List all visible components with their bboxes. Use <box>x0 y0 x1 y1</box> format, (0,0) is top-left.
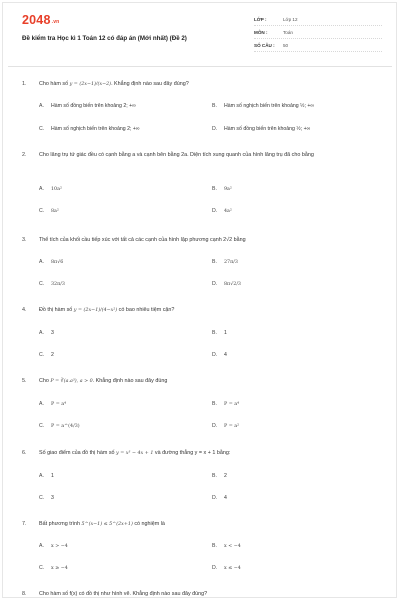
option-text: 32π/3 <box>51 282 65 287</box>
question-math: 5^(x−1) ≤ 5^(2x+1) <box>81 522 133 527</box>
option-letter: A. <box>39 473 44 479</box>
question-text-post: . Khẳng định nào sau đây đúng <box>92 378 168 384</box>
option-text: 3 <box>51 495 54 501</box>
option-letter: C. <box>39 208 45 214</box>
option-text: x ≥ −4 <box>51 566 68 571</box>
option-letter: D. <box>212 126 218 132</box>
question-number: 5. <box>22 378 27 384</box>
question-number: 7. <box>22 521 27 527</box>
option-letter: A. <box>39 543 44 549</box>
option-text: 8a² <box>51 209 59 214</box>
option-text: P = a^(4/3) <box>51 424 80 429</box>
logo-text: 2048 <box>22 13 51 27</box>
option-letter: C. <box>39 126 45 132</box>
option-letter: B. <box>212 259 217 265</box>
option-letter: A. <box>39 259 44 265</box>
question-8-stem <box>22 590 367 599</box>
option-text: 8π√6 <box>51 260 64 265</box>
question-number: 6. <box>22 450 27 456</box>
question-text <box>39 449 367 459</box>
question-text-post: có nghiệm là <box>132 521 165 527</box>
question-text: Thể tích của khối cầu tiếp xúc với tất cả các cạnh của hình lập phương cạnh 2√2 bằng <box>39 237 246 243</box>
question-3-stem <box>22 236 367 245</box>
question-6-option-a[interactable] <box>39 473 54 479</box>
option-text: 1 <box>51 473 54 479</box>
option-text: 4a² <box>224 209 232 214</box>
question-3-option-c[interactable] <box>39 281 65 287</box>
question-text-post: . Khẳng định nào sau đây đúng? <box>111 81 189 87</box>
question-text <box>39 520 367 530</box>
option-letter: A. <box>39 186 44 192</box>
option-text: 2 <box>51 352 54 358</box>
question-text-post: và đường thẳng y = x + 1 bằng: <box>153 450 231 456</box>
question-text: Cho lăng trụ tứ giác đều có cạnh bằng a và cạnh bên bằng 2a. Diện tích xung quanh của hình lăng trụ đã cho bằng <box>39 152 314 158</box>
question-text-pre: Đồ thị hàm số <box>39 307 74 313</box>
question-text <box>39 377 367 387</box>
question-6-option-c[interactable] <box>39 495 54 501</box>
question-5-option-c[interactable] <box>39 423 80 429</box>
question-6-option-d[interactable] <box>212 495 227 501</box>
meta-class-value: Lớp 12 <box>283 17 298 22</box>
option-text: Hàm số nghịch biến trên khoảng ½; +∞ <box>224 103 315 109</box>
question-2-option-b[interactable] <box>212 186 232 192</box>
option-letter: B. <box>212 186 217 192</box>
option-text: Hàm số đồng biến trên khoảng 2; +∞ <box>51 103 136 109</box>
question-7-option-b[interactable] <box>212 543 241 549</box>
option-letter: B. <box>212 473 217 479</box>
question-number: 3. <box>22 237 27 243</box>
option-letter: D. <box>212 565 218 571</box>
option-letter: A. <box>39 103 44 109</box>
question-3-option-d[interactable] <box>212 281 241 287</box>
option-text: 10a² <box>51 187 62 192</box>
option-text: 1 <box>224 330 227 336</box>
question-text: Cho hàm số f(x) có đồ thị như hình vẽ. Khẳng định nào sau đây đúng? <box>39 591 208 597</box>
question-7-option-c[interactable] <box>39 565 68 571</box>
option-text: x < −4 <box>224 544 241 549</box>
question-5-stem <box>22 377 367 387</box>
question-1-stem <box>22 80 367 90</box>
question-number: 8. <box>22 591 27 597</box>
option-text: 8π√2/3 <box>224 282 241 287</box>
question-math: y = (2x−1)/(x−2) <box>69 82 112 87</box>
question-5-option-b[interactable] <box>212 401 239 407</box>
question-text-pre: Cho <box>39 378 51 384</box>
option-letter: B. <box>212 543 217 549</box>
question-4-option-a[interactable] <box>39 330 54 336</box>
question-2-option-d[interactable] <box>212 208 232 214</box>
question-5-option-a[interactable] <box>39 401 66 407</box>
question-text-pre: Bất phương trình <box>39 521 82 527</box>
question-4-stem <box>22 306 367 316</box>
question-7-stem <box>22 520 367 530</box>
question-math: y = (2x−1)/(4−x²) <box>73 308 118 313</box>
question-7-option-a[interactable] <box>39 543 68 549</box>
meta-count-value: 50 <box>283 43 289 48</box>
question-2-option-a[interactable] <box>39 186 62 192</box>
question-text-pre: Số giao điểm của đồ thị hàm số <box>39 450 117 456</box>
option-text: 9a² <box>224 187 232 192</box>
question-3-option-a[interactable] <box>39 259 63 265</box>
option-text: 4 <box>224 352 227 358</box>
option-letter: D. <box>212 495 218 501</box>
option-text: 4 <box>224 495 227 501</box>
question-text <box>39 306 367 316</box>
option-text: P = a² <box>224 424 240 429</box>
option-letter: C. <box>39 423 45 429</box>
meta-class-label: LỚP : <box>254 17 267 22</box>
question-math: y = x³ − 4x + 1 <box>116 451 154 456</box>
question-6-stem <box>22 449 367 459</box>
option-letter: C. <box>39 281 45 287</box>
option-letter: A. <box>39 401 44 407</box>
option-text: 27π/3 <box>224 260 238 265</box>
option-letter: C. <box>39 352 45 358</box>
option-letter: C. <box>39 495 45 501</box>
question-text-pre: Cho hàm số <box>39 81 70 87</box>
option-letter: B. <box>212 401 217 407</box>
meta-subject-label: MÔN : <box>254 30 268 35</box>
document-title: Đề kiểm tra Học kì 1 Toán 12 có đáp án (Mới nhất) (Đề 2) <box>22 35 187 42</box>
question-4-option-d[interactable] <box>212 352 227 358</box>
question-1-option-d[interactable] <box>212 126 310 132</box>
meta-count-label: SỐ CÂU : <box>254 43 275 48</box>
meta-subject-value: Toán <box>283 30 293 35</box>
option-text: P = a⁴ <box>224 402 240 407</box>
question-2-stem <box>22 151 367 160</box>
question-1-option-a[interactable] <box>39 103 136 109</box>
question-number: 1. <box>22 81 27 87</box>
option-text: x ≤ −4 <box>224 566 241 571</box>
option-letter: D. <box>212 352 218 358</box>
option-text: 2 <box>224 473 227 479</box>
question-6-option-b[interactable] <box>212 473 227 479</box>
option-letter: D. <box>212 281 218 287</box>
question-text-post: có bao nhiêu tiệm cận? <box>117 307 175 313</box>
question-4-option-c[interactable] <box>39 352 54 358</box>
question-number: 2. <box>22 152 27 158</box>
option-text: P = a⁴ <box>51 402 67 407</box>
question-5-option-d[interactable] <box>212 423 239 429</box>
option-letter: D. <box>212 423 218 429</box>
question-text <box>39 80 367 90</box>
option-letter: B. <box>212 330 217 336</box>
question-math: P = ∛(a.a³), a > 0 <box>50 379 93 384</box>
option-letter: D. <box>212 208 218 214</box>
option-text: x > −4 <box>51 544 68 549</box>
question-4-option-b[interactable] <box>212 330 227 336</box>
logo-suffix: .vn <box>51 19 60 25</box>
option-letter: A. <box>39 330 44 336</box>
question-3-option-b[interactable] <box>212 259 238 265</box>
question-7-option-d[interactable] <box>212 565 241 571</box>
question-1-option-b[interactable] <box>212 103 314 109</box>
question-2-option-c[interactable] <box>39 208 59 214</box>
option-text: 3 <box>51 330 54 336</box>
option-text: Hàm số nghịch biến trên khoảng 2; +∞ <box>51 126 140 132</box>
option-text: Hàm số đồng biến trên khoảng ½; +∞ <box>224 126 311 132</box>
option-letter: B. <box>212 103 217 109</box>
question-1-option-c[interactable] <box>39 126 140 132</box>
option-letter: C. <box>39 565 45 571</box>
question-number: 4. <box>22 307 27 313</box>
